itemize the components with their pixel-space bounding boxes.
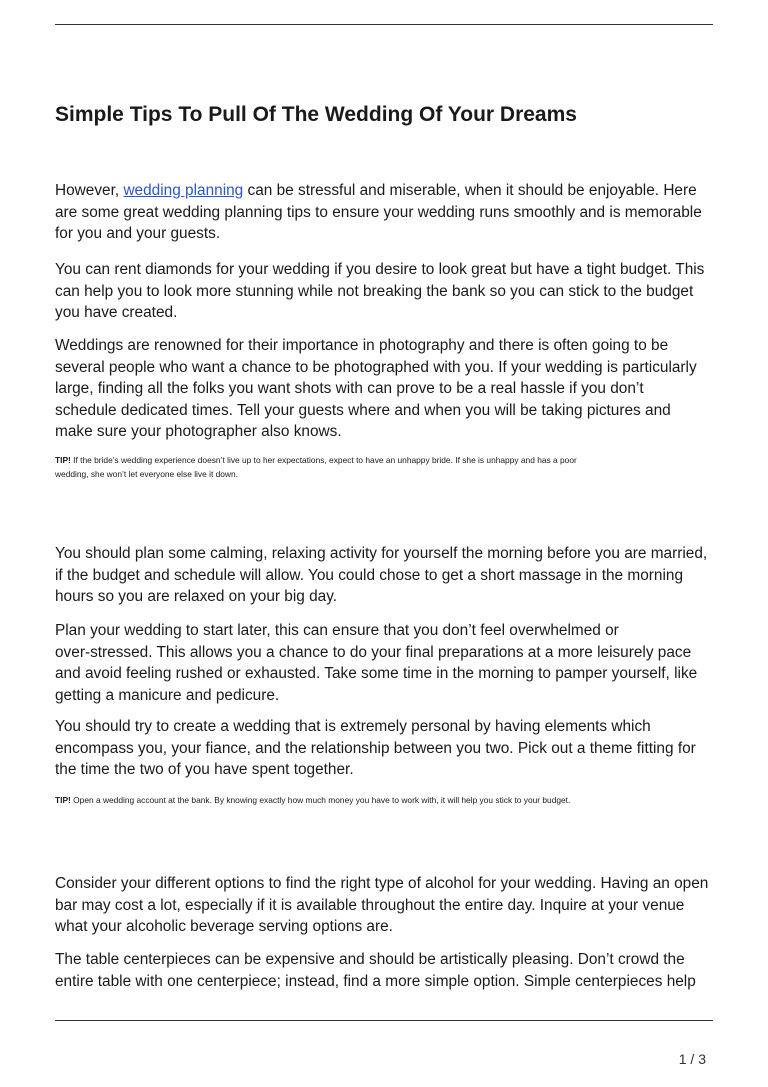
tip-line: [55, 453, 720, 467]
tip-text: Open a wedding account at the bank. By knowing exactly how much money you have to work with, it will help you stick to your budget.: [70, 795, 571, 805]
paragraph-line: and avoid feeling rushed or exhausted. Take some time in the morning to pamper yourself, like: [55, 665, 698, 683]
paragraph-line: if the budget and schedule will allow. You could chose to get a short massage in the morning: [55, 566, 684, 584]
paragraph-line: Weddings are renowned for their importance in photography and there is often going to be: [55, 337, 669, 354]
paragraph-line: The table centerpieces can be expensive and should be artistically pleasing. Don’t crowd the: [55, 951, 685, 968]
paragraph-line: hours so you are relaxed on your big day.: [55, 588, 338, 606]
intro-line1-rest: can be stressful and miserable, when it should be enjoyable. Here: [243, 182, 697, 199]
tip-label: TIP!: [55, 795, 71, 805]
paragraph-line: entire table with one centerpiece; instead, find a more simple option. Simple centerpieces help: [55, 972, 696, 990]
paragraph-line: are some great wedding planning tips to ensure your wedding runs smoothly and is memorable: [55, 203, 702, 221]
tip-line: [55, 793, 720, 807]
paragraph-line: can help you to look more stunning while not breaking the bank so you can stick to the budget: [55, 282, 694, 300]
paragraph-line: encompass you, your fiance, and the relationship between you two. Pick out a theme fitting for: [55, 739, 696, 757]
footer-rule: [55, 1020, 713, 1021]
body-paragraph: [55, 949, 720, 992]
paragraph-line: you have created.: [55, 304, 178, 322]
paragraph-line: large, finding all the folks you want shots with can prove to be a real hassle if you don’t: [55, 380, 644, 398]
body-paragraph: [55, 335, 720, 443]
tip-text: If the bride’s wedding experience doesn’t live up to her expectations, expect to have an unhappy bride. If she is unhappy and has a poor: [70, 455, 577, 465]
tip-label: TIP!: [55, 455, 71, 465]
intro-lead-text: However,: [55, 182, 124, 199]
paragraph-line: schedule dedicated times. Tell your guests where and when you will be taking pictures and: [55, 401, 671, 419]
body-paragraph: [55, 620, 720, 706]
paragraph-line: bar may cost a lot, especially if it is available throughout the entire day. Inquire at your venue: [55, 896, 685, 914]
paragraph-line: [55, 180, 720, 202]
paragraph-line: over-stressed. This allows you a chance to do your final preparations at a more leisurely pace: [55, 643, 692, 661]
intro-paragraph: [55, 180, 720, 245]
paragraph-line: for you and your guests.: [55, 225, 221, 243]
body-paragraph: [55, 716, 720, 781]
header-rule: [55, 24, 713, 25]
document-title: Simple Tips To Pull Of The Wedding Of Your Dreams: [55, 103, 577, 126]
paragraph-line: getting a manicure and pedicure.: [55, 686, 280, 704]
body-paragraph: [55, 259, 720, 324]
tip-callout: [55, 793, 720, 807]
tip-callout: [55, 453, 720, 481]
tip-line: wedding, she won’t let everyone else live it down.: [55, 469, 238, 479]
paragraph-line: Plan your wedding to start later, this can ensure that you don’t feel overwhelmed or: [55, 622, 619, 639]
wedding-planning-link[interactable]: wedding planning: [123, 182, 244, 199]
paragraph-line: make sure your photographer also knows.: [55, 423, 342, 441]
paragraph-line: You can rent diamonds for your wedding if you desire to look great but have a tight budget. This: [55, 261, 705, 278]
paragraph-line: You should plan some calming, relaxing activity for yourself the morning before you are married,: [55, 545, 708, 562]
page-number: 1 / 3: [678, 1051, 706, 1067]
body-paragraph: [55, 873, 720, 938]
paragraph-line: You should try to create a wedding that is extremely personal by having elements which: [55, 718, 651, 735]
body-paragraph: [55, 543, 720, 608]
paragraph-line: Consider your different options to find the right type of alcohol for your wedding. Having an open: [55, 875, 709, 892]
paragraph-line: what your alcoholic beverage serving options are.: [55, 918, 393, 936]
paragraph-line: several people who want a chance to be photographed with you. If your wedding is particularly: [55, 358, 697, 376]
paragraph-line: the time the two of you have spent together.: [55, 761, 354, 779]
